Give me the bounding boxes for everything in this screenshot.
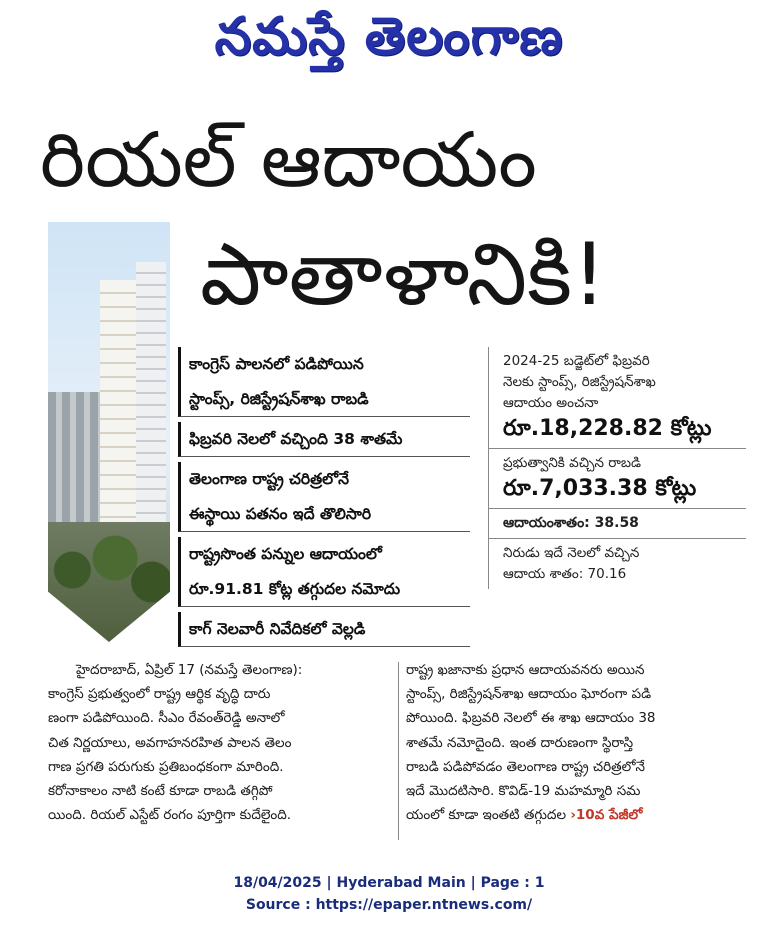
continued-label: 10వ పేజీలో: [575, 807, 643, 824]
highlight-item: స్టాంప్స్, రిజిస్ట్రేషన్‌శాఖ రాబడి: [178, 382, 470, 417]
article-line: యింది. రియల్ ఎస్టేట్ రంగం పూర్తిగా కుదేలైంది.: [48, 807, 292, 824]
trees-foreground: [48, 522, 170, 642]
article-line: ణంగా పడిపోయింది. సీఎం రేవంత్‌రెడ్డి అనాలో: [48, 710, 285, 727]
article-line: శాతమే నమోదైంది. ఇంత దారుణంగా స్థిరాస్తి: [406, 734, 634, 751]
article-line: రాబడి పడిపోవడం తెలంగాణ రాష్ట్ర చరిత్రలోనే: [406, 758, 646, 775]
highlights-list: [178, 347, 470, 652]
continued-on-page-link[interactable]: [570, 807, 642, 823]
highlight-item: కాగ్ నెలవారీ నివేదికలో వెల్లడి: [178, 612, 470, 647]
highlight-item: రూ.91.81 కోట్ల తగ్గుదల నమోదు: [178, 572, 470, 607]
received-revenue: [489, 449, 746, 509]
received-value: రూ.7,033.38 కోట్లు: [503, 476, 697, 501]
chevron-right-icon: ›: [570, 807, 576, 824]
article-line-last: [406, 803, 752, 827]
received-label: ప్రభుత్వానికి వచ్చిన రాబడి: [503, 455, 642, 471]
article-line: పోయింది. ఫిబ్రవరి నెలలో ఈ శాఖ ఆదాయం 38: [406, 710, 656, 727]
budget-label-3: ఆదాయం అంచనా: [503, 395, 599, 411]
last-year-label-2: ఆదాయ శాతం: 70.16: [503, 566, 627, 582]
column-divider: [398, 662, 399, 840]
newspaper-masthead: నమస్తే తెలంగాణ: [214, 6, 564, 67]
article-line: స్టాంప్స్, రిజిస్ట్రేషన్‌శాఖ ఆదాయం ఘోరంగా పడి: [406, 686, 652, 703]
revenue-stats-box: [488, 347, 746, 589]
highlight-item: ఫిబ్రవరి నెలలో వచ్చింది 38 శాతమే: [178, 422, 470, 457]
building-photo: [48, 222, 170, 642]
source-link[interactable]: Source : https://epaper.ntnews.com/: [245, 897, 533, 913]
headline-line-1: రియల్ ఆదాయం: [40, 115, 537, 204]
revenue-percent: [489, 509, 746, 539]
article-column-right: [406, 658, 752, 827]
edition-info: 18/04/2025 | Hyderabad Main | Page : 1: [233, 875, 545, 891]
highlight-item: కాంగ్రెస్ పాలనలో పడిపోయిన: [178, 347, 470, 382]
article-line: కాంగ్రెస్ ప్రభుత్వంలో రాష్ట్ర ఆర్థిక వృద్ధి దారు: [48, 686, 271, 703]
budget-estimate: [489, 347, 746, 449]
article-line: రాష్ట్ర ఖజానాకు ప్రధాన ఆదాయవనరు అయిన: [406, 662, 645, 678]
article-line: గాణ ప్రగతి పరుగుకు ప్రతిబంధకంగా మారింది.: [48, 758, 284, 775]
last-year-percent: [489, 539, 746, 589]
article-column-left: [48, 658, 394, 827]
highlight-item: తెలంగాణ రాష్ట్ర చరిత్రలోనే: [178, 462, 470, 497]
budget-value: రూ.18,228.82 కోట్లు: [503, 416, 712, 441]
highlight-item: రాష్ట్రసొంత పన్నుల ఆదాయంలో: [178, 537, 470, 572]
city-background: [48, 392, 108, 542]
article-line: కరోనాకాలం నాటి కంటే కూడా రాబడి తగ్గిపో: [48, 783, 273, 800]
highlight-item: ఈస్థాయి పతనం ఇదే తొలిసారి: [178, 497, 470, 532]
article-last-text: యంలో కూడా ఇంతటి తగ్గుదల: [406, 807, 567, 824]
article-line: ఇదే మొదటిసారి. కొవిడ్-19 మహమ్మారి సమ: [406, 783, 641, 800]
article-line: చిత నిర్ణయాలు, అవగాహనరహిత పాలన తెలం: [48, 734, 292, 751]
headline-line-2: పాతాళానికి!: [200, 225, 607, 325]
budget-label-1: 2024-25 బడ్జెట్‌లో ఫిబ్రవరి: [503, 353, 650, 369]
budget-label-2: నెలకు స్టాంప్స్, రిజిస్ట్రేషన్‌శాఖ: [503, 374, 656, 390]
last-year-label-1: నిరుడు ఇదే నెలలో వచ్చిన: [503, 545, 640, 561]
article-line: హైదరాబాద్, ఏప్రిల్ 17 (నమస్తే తెలంగాణ):: [76, 662, 303, 678]
page-footer: [0, 872, 778, 916]
percent-label: ఆదాయంశాతం: 38.58: [503, 515, 639, 531]
